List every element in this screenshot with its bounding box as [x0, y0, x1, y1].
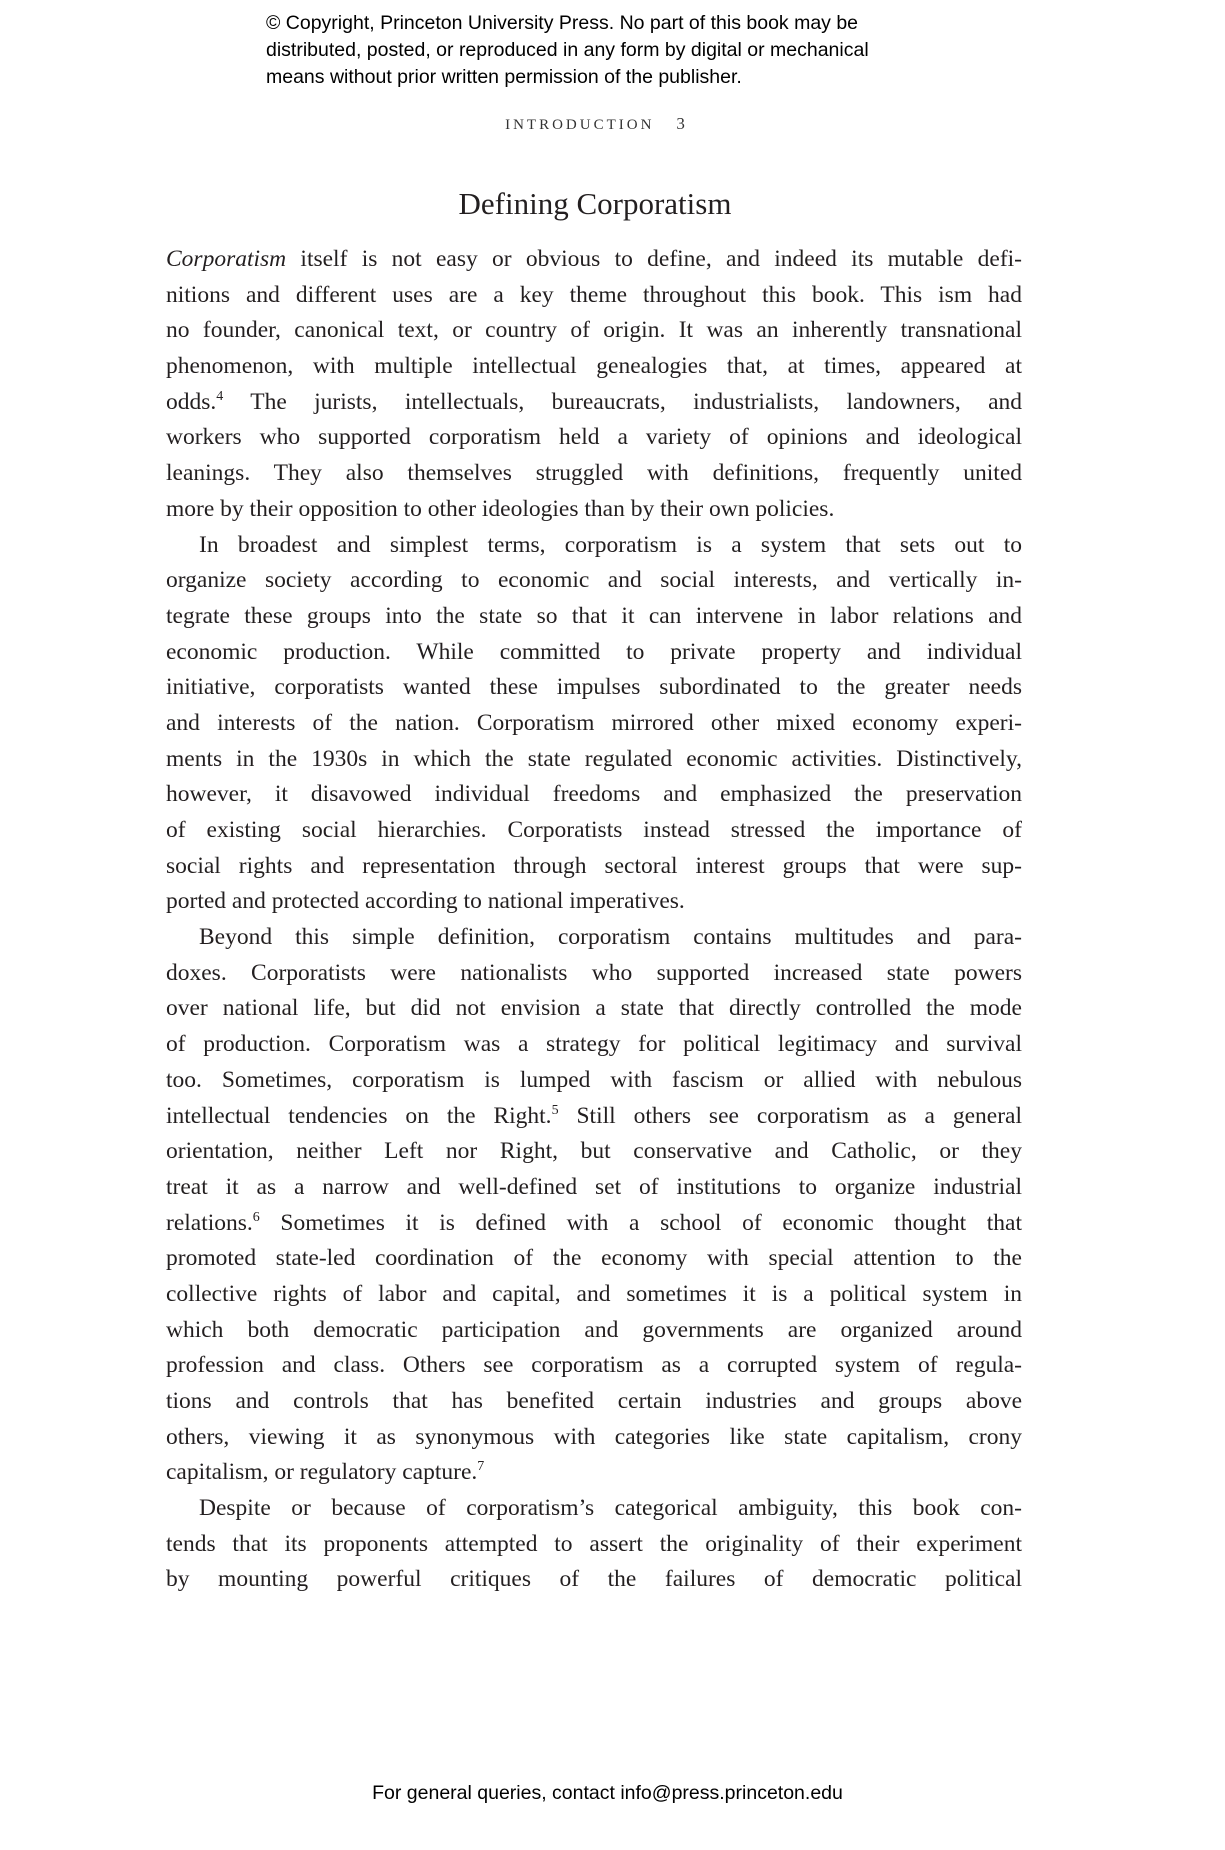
- text-line: [166, 635, 1022, 671]
- footnote-reference[interactable]: 5: [551, 1102, 559, 1118]
- copyright-line: means without prior written permission of the publisher.: [266, 66, 742, 88]
- text-line: [166, 1384, 1022, 1420]
- body-text: [166, 242, 1022, 1598]
- copyright-notice: [266, 10, 869, 91]
- text-line: [166, 1562, 1022, 1598]
- text-line: [166, 1491, 1022, 1527]
- text-segment: treat it as a narrow and well-defined set of institutions to organize industrial: [166, 1173, 1022, 1200]
- copyright-line: distributed, posted, or reproduced in any form by digital or mechanical: [266, 39, 869, 61]
- text-segment: relations.: [166, 1209, 253, 1236]
- text-line: [166, 777, 1022, 813]
- text-segment: In broadest and simplest terms, corporatism is a system that sets out to: [199, 531, 1022, 558]
- text-line: [166, 385, 1022, 421]
- text-segment: intellectual tendencies on the Right.: [166, 1102, 552, 1129]
- text-segment: no founder, canonical text, or country of origin. It was an inherently transnational: [166, 317, 1022, 344]
- text-line: [166, 849, 1022, 885]
- text-segment: nitions and different uses are a key theme throughout this book. This ism had: [166, 281, 1022, 308]
- text-line: [166, 563, 1022, 599]
- text-segment: The jurists, intellectuals, bureaucrats, industrialists, landowners, and: [223, 388, 1022, 415]
- text-line: [166, 278, 1022, 314]
- text-line: [166, 920, 1022, 956]
- text-line: [166, 1277, 1022, 1313]
- text-segment: Still others see corporatism as a general: [558, 1102, 1022, 1129]
- text-line: [166, 420, 1022, 456]
- text-segment: promoted state-led coordination of the economy with special attention to the: [166, 1245, 1022, 1272]
- text-line: [166, 706, 1022, 742]
- text-segment: of production. Corporatism was a strategy for political legitimacy and survival: [166, 1031, 1022, 1058]
- running-head-section: INTRODUCTION: [505, 117, 655, 133]
- copyright-line: © Copyright, Princeton University Press. No part of this book may be: [266, 12, 859, 34]
- text-line: [166, 1455, 1022, 1491]
- text-line: [166, 1527, 1022, 1563]
- text-segment: collective rights of labor and capital, and sometimes it is a political system in: [166, 1280, 1022, 1307]
- text-segment: tions and controls that has benefited certain industries and groups above: [166, 1388, 1022, 1414]
- text-line: [166, 1348, 1022, 1384]
- text-line: [166, 528, 1022, 564]
- text-line: [166, 242, 1022, 278]
- text-segment: tegrate these groups into the state so that it can intervene in labor relations and: [166, 602, 1022, 629]
- italic-term: Corporatism: [166, 246, 287, 272]
- text-segment: social rights and representation through sectoral interest groups that were sup-: [166, 852, 1022, 879]
- text-segment: ported and protected according to national imperatives.: [166, 888, 685, 915]
- text-segment: more by their opposition to other ideologies than by their own policies.: [166, 495, 835, 522]
- text-line: [166, 1099, 1022, 1135]
- text-line: [166, 1063, 1022, 1099]
- text-segment: however, it disavowed individual freedoms and emphasized the preservation: [166, 781, 1022, 808]
- footer-contact: For general queries, contact info@press.princeton.edu: [372, 1782, 843, 1804]
- text-segment: economic production. While committed to private property and individual: [166, 638, 1022, 665]
- text-segment: workers who supported corporatism held a variety of opinions and ideological: [166, 424, 1022, 451]
- text-line: [166, 1134, 1022, 1170]
- text-line: [166, 1170, 1022, 1206]
- text-segment: Beyond this simple definition, corporatism contains multitudes and para-: [199, 924, 1022, 951]
- text-segment: capitalism, or regulatory capture.: [166, 1459, 478, 1486]
- text-segment: ments in the 1930s in which the state regulated economic activities. Distinctively,: [166, 745, 1022, 772]
- footnote-reference[interactable]: 6: [252, 1209, 260, 1225]
- text-segment: and interests of the nation. Corporatism mirrored other mixed economy experi-: [166, 709, 1022, 736]
- text-segment: others, viewing it as synonymous with categories like state capitalism, crony: [166, 1423, 1022, 1450]
- text-segment: initiative, corporatists wanted these impulses subordinated to the greater needs: [166, 674, 1022, 701]
- text-line: [166, 1206, 1022, 1242]
- section-heading: Defining Corporatism: [458, 186, 732, 221]
- text-segment: phenomenon, with multiple intellectual genealogies that, at times, appeared at: [166, 353, 1022, 380]
- text-line: [166, 670, 1022, 706]
- text-segment: orientation, neither Left nor Right, but conservative and Catholic, or they: [166, 1138, 1022, 1165]
- text-segment: tends that its proponents attempted to assert the originality of their experiment: [166, 1530, 1022, 1557]
- text-line: [166, 313, 1022, 349]
- text-line: [166, 1420, 1022, 1456]
- text-line: [166, 742, 1022, 778]
- text-line: [166, 456, 1022, 492]
- footnote-reference[interactable]: 4: [216, 388, 224, 404]
- text-segment: doxes. Corporatists were nationalists who supported increased state powers: [166, 959, 1022, 986]
- text-line: [166, 956, 1022, 992]
- page-number: 3: [676, 114, 685, 133]
- footnote-reference[interactable]: 7: [477, 1459, 485, 1475]
- text-segment: organize society according to economic and social interests, and vertically in-: [166, 567, 1022, 594]
- running-head: [0, 114, 1190, 134]
- text-segment: profession and class. Others see corporatism as a corrupted system of regula-: [166, 1352, 1022, 1379]
- text-segment: too. Sometimes, corporatism is lumped with fascism or allied with nebulous: [166, 1066, 1022, 1093]
- text-line: [166, 813, 1022, 849]
- text-segment: odds.: [166, 388, 217, 415]
- text-line: [166, 1241, 1022, 1277]
- text-segment: Sometimes it is defined with a school of economic thought that: [259, 1209, 1022, 1236]
- text-segment: itself is not easy or obvious to define, and indeed its mutable defi-: [286, 246, 1022, 272]
- text-line: [166, 492, 1022, 528]
- text-segment: by mounting powerful critiques of the failures of democratic political: [166, 1566, 1022, 1593]
- text-segment: leanings. They also themselves struggled with definitions, frequently united: [166, 460, 1022, 487]
- text-line: [166, 991, 1022, 1027]
- text-line: [166, 884, 1022, 920]
- text-line: [166, 1313, 1022, 1349]
- text-segment: of existing social hierarchies. Corporatists instead stressed the importance of: [166, 817, 1022, 843]
- text-segment: which both democratic participation and governments are organized around: [166, 1316, 1022, 1343]
- text-line: [166, 349, 1022, 385]
- text-segment: Despite or because of corporatism’s categorical ambiguity, this book con-: [199, 1495, 1022, 1522]
- text-line: [166, 599, 1022, 635]
- text-line: [166, 1027, 1022, 1063]
- text-segment: over national life, but did not envision a state that directly controlled the mode: [166, 995, 1022, 1022]
